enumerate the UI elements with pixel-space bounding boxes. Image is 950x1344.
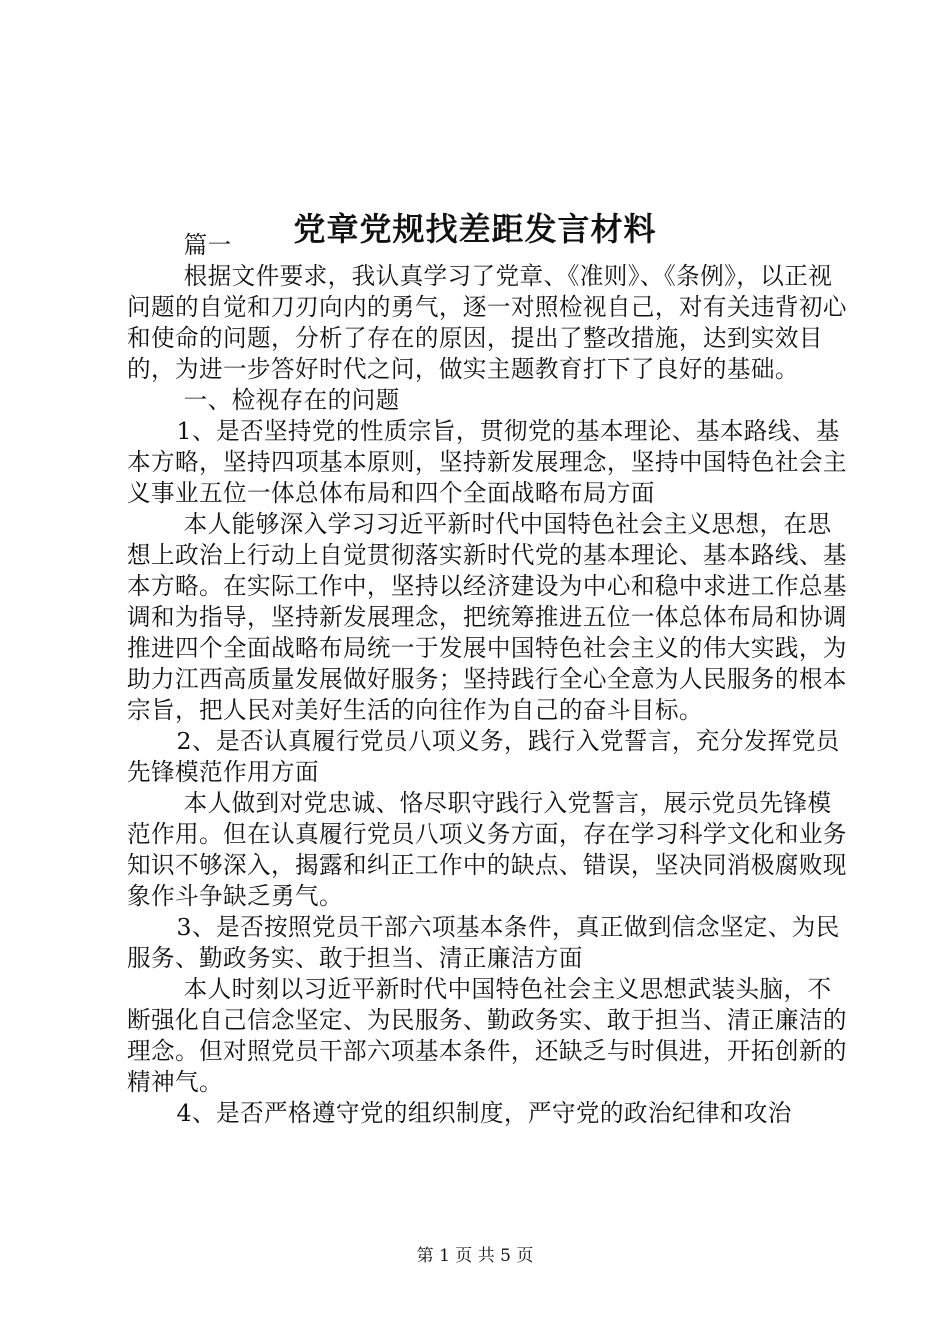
- paragraph: 本人做到对党忠诚、恪尽职守践行入党誓言，展示党员先锋模范作用。但在认真履行党员八项义务方面，存在学习科学文化和业务知识不够深入，揭露和纠正工作中的缺点、错误，坚决同消极腐败现象作斗争缺乏勇气。: [127, 789, 847, 910]
- section-heading: 一、检视存在的问题: [183, 386, 400, 414]
- document-body: [127, 230, 847, 1129]
- paragraph: 本人能够深入学习习近平新时代中国特色社会主义思想，在思想上政治上行动上自觉贯彻落实新时代党的基本理论、基本路线、基本方略。在实际工作中，坚持以经济建设为中心和稳中求进工作总基调和为指导，坚持新发展理念，把统筹推进五位一体总体布局和协调推进四个全面战略布局统一于发展中国特色社会主义的伟大实践，为助力江西高质量发展做好服务；坚持践行全心全意为人民服务的根本宗旨，把人民对美好生活的向往作为自己的奋斗目标。: [127, 510, 847, 724]
- numbered-item: 3、是否按照党员干部六项基本条件，真正做到信念坚定、为民服务、勤政务实、敢于担当、清正廉洁方面: [127, 913, 840, 972]
- paragraph: 篇一: [183, 231, 232, 259]
- page-number-footer: 第 1 页 共 5 页: [416, 1246, 534, 1266]
- paragraph: 根据文件要求，我认真学习了党章、《准则》、《条例》，以正视问题的自觉和刀刃向内的勇气，逐一对照检视自己，对有关违背初心和使命的问题，分析了存在的原因，提出了整改措施，达到实效目的，为进一步答好时代之问，做实主题教育打下了良好的基础。: [127, 262, 847, 383]
- numbered-item: 2、是否认真履行党员八项义务，践行入党誓言，充分发挥党员先锋模范作用方面: [127, 727, 840, 786]
- numbered-item: 1、是否坚持党的性质宗旨，贯彻党的基本理论、基本路线、基本方略，坚持四项基本原则，坚持新发展理念，坚持中国特色社会主义事业五位一体总体布局和四个全面战略布局方面: [127, 417, 847, 507]
- document-title: 党章党规找差距发言材料: [293, 210, 657, 249]
- paragraph: 本人时刻以习近平新时代中国特色社会主义思想武装头脑，不断强化自己信念坚定、为民服务、勤政务实、敢于担当、清正廉洁的理念。但对照党员干部六项基本条件，还缺乏与时俱进，开拓创新的精神气。: [127, 975, 847, 1096]
- numbered-item: 4、是否严格遵守党的组织制度，严守党的政治纪律和攻治: [176, 1099, 792, 1127]
